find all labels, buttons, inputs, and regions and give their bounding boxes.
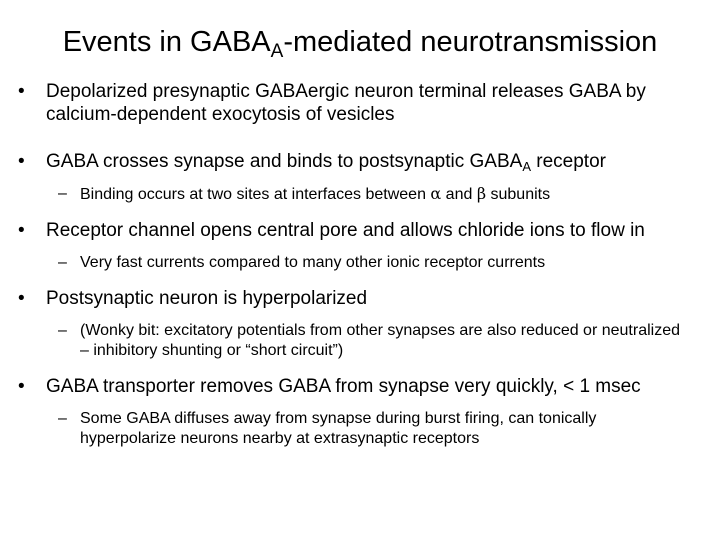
sub-item-2-1-part1: Binding occurs at two sites at interfaces between — [80, 186, 431, 203]
bullet-item-4: • Postsynaptic neuron is hyperpolarized — [46, 287, 706, 310]
alpha-symbol: α — [430, 184, 442, 203]
sub-item-2-1-part2: and — [441, 186, 477, 203]
slide-title-subscript: A — [270, 41, 284, 62]
bullet-item-2-subscript: A — [522, 159, 531, 174]
slide-title-main: Events in GABA — [62, 26, 271, 58]
sub-item-2-1 — [80, 184, 680, 205]
slide-title — [0, 22, 720, 62]
bullet-item-2 — [46, 150, 706, 173]
slide-title-rest: -mediated neurotransmission — [283, 26, 658, 58]
bullet-item-1: • Depolarized presynaptic GABAergic neuron terminal releases GABA by calcium-dependent exocytosis of vesicles — [46, 80, 706, 126]
sub-item-5-1: – Some GABA diffuses away from synapse during burst firing, can tonically hyperpolarize neurons nearby at extrasynaptic receptors — [80, 409, 680, 449]
beta-symbol: β — [476, 184, 487, 203]
bullet-list — [0, 80, 720, 449]
bullet-item-5: • GABA transporter removes GABA from synapse very quickly, < 1 msec — [46, 375, 706, 398]
sub-item-4-1: – (Wonky bit: excitatory potentials from other synapses are also reduced or neutralized – inhibitory shunting or “short circuit”) — [80, 321, 680, 361]
bullet-item-3: • Receptor channel opens central pore and allows chloride ions to flow in — [46, 219, 706, 242]
sub-item-3-1: – Very fast currents compared to many other ionic receptor currents — [80, 253, 680, 273]
bullet-item-2-main: GABA crosses synapse and binds to postsynaptic GABA — [46, 151, 523, 172]
bullet-item-2-rest: receptor — [530, 151, 606, 172]
sub-item-2-1-part3: subunits — [486, 186, 551, 203]
